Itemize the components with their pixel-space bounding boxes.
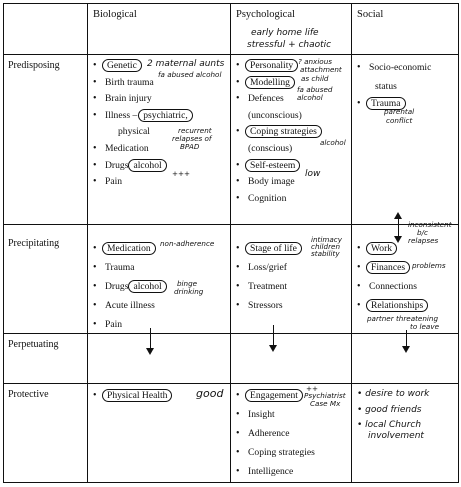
list-item: [236, 124, 322, 141]
circled-term: Relationships: [366, 299, 428, 312]
handwritten-note-anxious: ? anxious: [298, 57, 333, 66]
circled-term: Personality: [245, 59, 298, 72]
list-item: • Pain: [93, 174, 193, 191]
list-item: • Medication: [93, 141, 193, 158]
handwritten-note-as-child: as child: [301, 74, 329, 83]
protective-psychological-list: [236, 386, 315, 481]
row-header-predisposing: Predisposing: [8, 60, 60, 71]
list-item-continuation: (unconscious): [248, 109, 302, 121]
handwritten-note-children: children: [311, 242, 340, 251]
list-item-label: Illness –: [105, 109, 138, 121]
precipitating-psychological-list: [236, 239, 302, 315]
row-header-precipitating: Precipitating: [8, 238, 60, 249]
circled-term: Trauma: [366, 97, 406, 110]
circled-term: alcohol: [128, 159, 166, 172]
list-item: • Insight: [236, 405, 315, 424]
list-item: • Intelligence: [236, 462, 315, 481]
handwritten-note-local-church: • local Church: [357, 420, 422, 430]
handwritten-note-fa-abused: fa abused alcohol: [158, 70, 222, 79]
handwritten-note-attachment: attachment: [300, 65, 342, 74]
list-item: • Brain injury: [93, 91, 193, 108]
list-item: [93, 386, 172, 405]
col-divider-2: [230, 3, 231, 483]
column-header-social: Social: [357, 9, 384, 20]
list-item: [357, 296, 428, 315]
precipitating-social-list: [357, 239, 428, 315]
handwritten-note-non-adherence: non-adherence: [160, 239, 215, 248]
row-header-perpetuating: Perpetuating: [8, 339, 59, 350]
circled-term: psychiatric,: [138, 109, 193, 122]
handwritten-note-early-home: early home life: [251, 28, 319, 38]
handwritten-note-plusplus: ++: [306, 384, 319, 393]
handwritten-note-intimacy: intimacy: [311, 235, 342, 244]
table-right-border: [458, 3, 459, 483]
list-item-label: Drugs: [105, 159, 129, 171]
handwritten-note-relapses-social: relapses: [408, 236, 439, 245]
circled-term: Physical Health: [102, 389, 172, 402]
list-item-continuation: physical: [118, 126, 150, 138]
list-item-label: Drugs: [105, 281, 129, 292]
circled-term: Work: [366, 242, 397, 255]
column-header-biological: Biological: [93, 9, 137, 20]
list-item: • Cognition: [236, 191, 322, 208]
handwritten-note-relapses: relapses of: [172, 134, 212, 143]
list-item: • Socio-economic: [357, 58, 431, 77]
col-divider-3: [351, 3, 352, 483]
handwritten-note-case-mx: Case Mx: [310, 399, 341, 408]
list-item: • Trauma: [93, 258, 167, 277]
list-item: • Pain: [93, 315, 167, 334]
list-item: [93, 239, 167, 258]
handwritten-note-conflict: conflict: [386, 116, 413, 125]
list-item: [93, 277, 167, 296]
predisposing-social-list: [357, 58, 431, 113]
circled-term: Coping strategies: [245, 125, 322, 138]
handwritten-note-problems: problems: [412, 261, 446, 270]
handwritten-note-psychiatrist: Psychiatrist: [304, 391, 346, 400]
list-item: • Birth trauma: [93, 75, 193, 92]
handwritten-line: good friends: [365, 405, 422, 415]
circled-term: Finances: [366, 261, 410, 274]
handwritten-line: local Church: [365, 420, 422, 430]
col-divider-1: [87, 3, 88, 483]
handwritten-note-binge: binge: [177, 279, 198, 288]
handwritten-note-parental: parental: [384, 107, 415, 116]
column-header-psychological: Psychological: [236, 9, 295, 20]
handwritten-note-recurrent: recurrent: [178, 126, 212, 135]
handwritten-note-good-friends: • good friends: [357, 405, 422, 415]
list-item: • Treatment: [236, 277, 302, 296]
table-left-border: [3, 3, 4, 483]
list-item: • Loss/grief: [236, 258, 302, 277]
handwritten-note-inconsistent: inconsistent: [408, 220, 452, 229]
precipitating-biological-list: [93, 239, 167, 334]
list-item: • Body image: [236, 174, 322, 191]
circled-term: alcohol: [128, 280, 166, 293]
circled-term: Engagement: [245, 389, 303, 402]
handwritten-note-desire-to-work: • desire to work: [357, 389, 430, 399]
handwritten-note-good: good: [196, 387, 224, 400]
handwritten-note-stressful: stressful + chaotic: [247, 40, 332, 50]
protective-biological-list: [93, 386, 172, 405]
list-item: • Stressors: [236, 296, 302, 315]
handwritten-note-bc: b/c: [417, 228, 428, 237]
list-item: • Connections: [357, 277, 428, 296]
list-item: • Adherence: [236, 424, 315, 443]
handwritten-note-maternal-aunts: 2 maternal aunts: [147, 59, 225, 69]
handwritten-note-modelling: fa abused alcohol: [297, 85, 333, 102]
circled-term: Genetic: [102, 59, 142, 72]
handwritten-note-drinking: drinking: [174, 287, 204, 296]
handwritten-note-partner: partner threatening: [367, 314, 439, 323]
list-item: • Acute illness: [93, 296, 167, 315]
handwritten-line: desire to work: [365, 389, 430, 399]
list-item: [93, 108, 193, 125]
row-header-protective: Protective: [8, 389, 49, 400]
list-item-continuation: status: [375, 81, 397, 92]
handwritten-note-coping-alcohol: alcohol: [320, 138, 346, 147]
handwritten-note-involvement: involvement: [368, 431, 424, 441]
handwritten-note-to-leave: to leave: [410, 322, 439, 331]
handwritten-note-bpad: BPAD: [180, 142, 200, 151]
circled-term: Medication: [102, 242, 156, 255]
list-item-continuation: (conscious): [248, 142, 293, 154]
handwritten-note-low: low: [305, 169, 321, 179]
list-item: • Coping strategies: [236, 443, 315, 462]
circled-term: Self-esteem: [245, 159, 300, 172]
handwritten-note-stability: stability: [311, 249, 340, 258]
list-item: • Defences: [236, 91, 322, 108]
circled-term: Modelling: [245, 76, 295, 89]
list-item: [236, 239, 302, 258]
circled-term: Stage of life: [245, 242, 302, 255]
handwritten-note-plus: +++: [172, 169, 191, 178]
